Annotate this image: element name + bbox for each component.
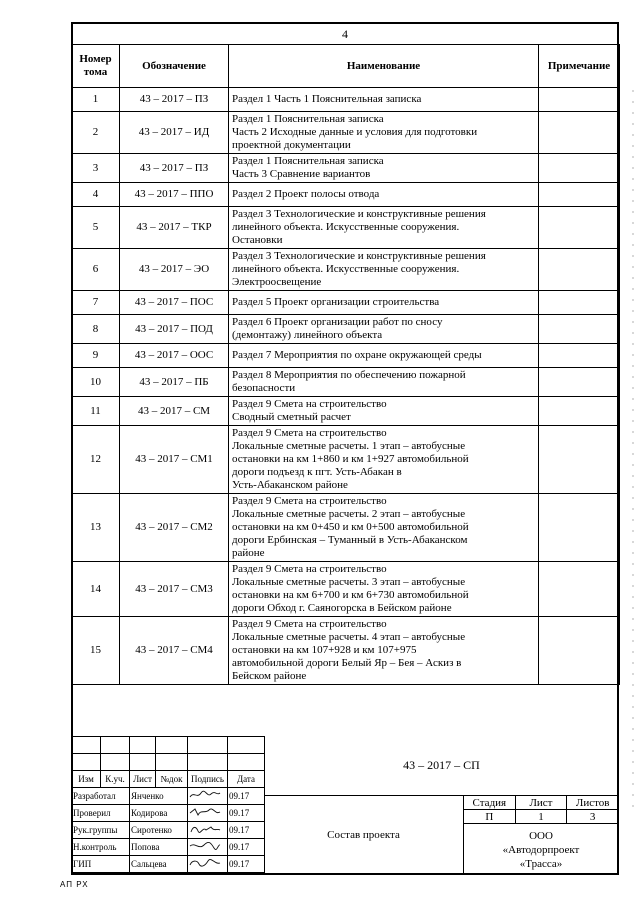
volume-name-line: Раздел 1 Часть 1 Пояснительная записка: [232, 93, 422, 105]
change-cell: [130, 754, 156, 771]
volume-name-line: безопасности: [232, 382, 296, 394]
volume-name-line: Часть 2 Исходные данные и условия для подготовки: [232, 126, 478, 138]
volume-note: [539, 154, 620, 183]
org-line: ООО: [529, 830, 553, 842]
volume-name: [229, 112, 539, 154]
designation-code: 43 – 2017 – ППО: [120, 183, 229, 207]
volume-name-line: Остановки: [232, 234, 283, 246]
handwritten-signature: [189, 824, 221, 833]
handwritten-signature: [189, 841, 221, 850]
volume-name-line: линейного объекта. Искусственные сооружения.: [232, 221, 460, 233]
designation-code: 43 – 2017 – СМ1: [120, 426, 229, 494]
volume-name: [229, 154, 539, 183]
volume-name-line: районе: [232, 547, 265, 559]
stage-table: [463, 795, 619, 824]
volume-name-line: линейного объекта. Искусственные сооружения.: [232, 263, 460, 275]
signer-role: Рук.группы: [72, 822, 130, 839]
table-row: [72, 426, 620, 494]
designation-code: 43 – 2017 – СМ4: [120, 617, 229, 685]
volume-note: [539, 562, 620, 617]
page-number: 4: [342, 27, 348, 41]
designation-code: 43 – 2017 – ООС: [120, 344, 229, 368]
signer-signature: [188, 805, 228, 822]
signer-name: Попова: [130, 839, 188, 856]
signature-table: [71, 736, 265, 873]
volume-name: [229, 249, 539, 291]
change-cell: [130, 737, 156, 754]
change-cell: [228, 754, 265, 771]
change-cell: [101, 737, 130, 754]
designation-code: 43 – 2017 – ПЗ: [120, 154, 229, 183]
volume-note: [539, 249, 620, 291]
volume-number: 1: [72, 88, 120, 112]
handwritten-signature: [189, 807, 221, 816]
table-row: [72, 315, 620, 344]
change-cell: [72, 754, 101, 771]
volume-name-line: Раздел 1 Пояснительная записка: [232, 113, 384, 125]
table-row: [72, 88, 620, 112]
signer-name: Кодирова: [130, 805, 188, 822]
designation-code: 43 – 2017 – СМ3: [120, 562, 229, 617]
binding-edge-marks: [628, 90, 638, 810]
volume-name: [229, 315, 539, 344]
volume-name-line: остановки на км 1+860 и км 1+927 автомобильной: [232, 453, 469, 465]
volume-name-line: Бейском районе: [232, 670, 307, 682]
table-row: [72, 494, 620, 562]
signer-row: [72, 788, 265, 805]
designation-code: 43 – 2017 – СМ: [120, 397, 229, 426]
volume-name-line: остановки на км 0+450 и км 0+500 автомобильной: [232, 521, 469, 533]
handwritten-signature: [189, 790, 221, 799]
volume-note: [539, 344, 620, 368]
volume-name-line: дороги Ербинская – Туманный в Усть-Абаканском: [232, 534, 468, 546]
table-row: [72, 112, 620, 154]
signer-name: Сальцева: [130, 856, 188, 873]
change-header-cell: Изм: [72, 771, 101, 788]
signer-name: Сиротенко: [130, 822, 188, 839]
table-row: [72, 617, 620, 685]
designation-code: 43 – 2017 – ПОС: [120, 291, 229, 315]
volume-name: [229, 88, 539, 112]
volume-number: 7: [72, 291, 120, 315]
signer-row: [72, 856, 265, 873]
volume-name-line: Раздел 6 Проект организации работ по сносу: [232, 316, 443, 328]
volume-note: [539, 183, 620, 207]
table-header-row: [72, 45, 620, 88]
designation-code: 43 – 2017 – СМ2: [120, 494, 229, 562]
stage-header: Стадия: [464, 796, 516, 810]
change-row: [72, 737, 265, 754]
volume-note: [539, 207, 620, 249]
volume-name-line: Раздел 3 Технологические и конструктивные решения: [232, 250, 486, 262]
table-row: [72, 397, 620, 426]
volume-name: [229, 344, 539, 368]
volume-note: [539, 291, 620, 315]
change-header-cell: Лист: [130, 771, 156, 788]
signer-role: Н.контроль: [72, 839, 130, 856]
change-cell: [228, 737, 265, 754]
change-cell: [156, 737, 188, 754]
volume-number: 6: [72, 249, 120, 291]
volume-name-line: Усть-Абаканском районе: [232, 479, 348, 491]
volume-note: [539, 426, 620, 494]
volume-number: 9: [72, 344, 120, 368]
designation-code: 43 – 2017 – ПОД: [120, 315, 229, 344]
volume-name: [229, 207, 539, 249]
change-cell: [101, 754, 130, 771]
signer-date: 09.17: [228, 839, 265, 856]
volume-name-line: Сводный сметный расчет: [232, 411, 351, 423]
volume-number: 4: [72, 183, 120, 207]
signer-date: 09.17: [228, 822, 265, 839]
volume-name-line: остановки на км 6+700 и км 6+730 автомобильной: [232, 589, 469, 601]
volume-number: 3: [72, 154, 120, 183]
signer-signature: [188, 788, 228, 805]
signer-date: 09.17: [228, 856, 265, 873]
designation-code: 43 – 2017 – ИД: [120, 112, 229, 154]
volume-name-line: дороги подъезд к пгт. Усть-Абакан в: [232, 466, 402, 478]
table-row: [72, 154, 620, 183]
volume-name-line: Раздел 2 Проект полосы отвода: [232, 188, 380, 200]
volume-name-line: остановки на км 107+928 и км 107+975: [232, 644, 417, 656]
volume-number: 10: [72, 368, 120, 397]
volume-note: [539, 112, 620, 154]
composition-table: [71, 44, 620, 685]
change-cell: [72, 737, 101, 754]
volume-name-line: Электроосвещение: [232, 276, 322, 288]
volume-note: [539, 315, 620, 344]
change-header-cell: К.уч.: [101, 771, 130, 788]
volume-name-line: Раздел 9 Смета на строительство: [232, 398, 387, 410]
volume-name-line: автомобильной дороги Белый Яр – Бея – Аскиз в: [232, 657, 462, 669]
signer-date: 09.17: [228, 788, 265, 805]
page-frame: [71, 22, 619, 875]
signer-row: [72, 822, 265, 839]
volume-number: 5: [72, 207, 120, 249]
volume-number: 15: [72, 617, 120, 685]
volume-name: [229, 397, 539, 426]
table-row: [72, 562, 620, 617]
sheet-value: 1: [515, 810, 567, 824]
volume-number: 14: [72, 562, 120, 617]
volume-name: [229, 617, 539, 685]
document-title: Состав проекта: [264, 795, 464, 875]
designation-code: 43 – 2017 – ЭО: [120, 249, 229, 291]
volume-name-line: Локальные сметные расчеты. 4 этап – автобусные: [232, 631, 466, 643]
volume-name-line: Часть 3 Сравнение вариантов: [232, 168, 371, 180]
change-header-cell: №док: [156, 771, 188, 788]
header-note: Примечание: [539, 45, 620, 88]
org-line: «Трасса»: [519, 858, 563, 870]
org-line: «Автодорпроект: [502, 844, 580, 856]
volume-name-line: Раздел 1 Пояснительная записка: [232, 155, 384, 167]
change-cell: [188, 754, 228, 771]
volume-name-line: Локальные сметные расчеты. 3 этап – автобусные: [232, 576, 466, 588]
designation-code: 43 – 2017 – ПБ: [120, 368, 229, 397]
volume-note: [539, 397, 620, 426]
header-designation: Обозначение: [120, 45, 229, 88]
change-header-cell: Подпись: [188, 771, 228, 788]
volume-note: [539, 617, 620, 685]
volume-name-line: Раздел 7 Мероприятия по охране окружающей среды: [232, 349, 482, 361]
volume-note: [539, 494, 620, 562]
change-cell: [156, 754, 188, 771]
change-row: [72, 754, 265, 771]
volume-name: [229, 426, 539, 494]
stage-value: П: [464, 810, 516, 824]
signer-row: [72, 805, 265, 822]
volume-name-line: Раздел 3 Технологические и конструктивные решения: [232, 208, 486, 220]
signer-row: [72, 839, 265, 856]
handwritten-signature: [189, 858, 221, 867]
designation-code: 43 – 2017 – ПЗ: [120, 88, 229, 112]
volume-name: [229, 494, 539, 562]
volume-number: 8: [72, 315, 120, 344]
sheet-header: Лист: [515, 796, 567, 810]
change-cell: [188, 737, 228, 754]
volume-number: 13: [72, 494, 120, 562]
volume-name-line: Раздел 9 Смета на строительство: [232, 495, 387, 507]
volume-name-line: дороги Обход г. Саяногорска в Бейском районе: [232, 602, 452, 614]
volume-name-line: проектной документации: [232, 139, 351, 151]
volume-number: 2: [72, 112, 120, 154]
table-row: [72, 249, 620, 291]
designation-code: 43 – 2017 – ТКР: [120, 207, 229, 249]
signer-name: Янченко: [130, 788, 188, 805]
volume-name-line: Локальные сметные расчеты. 1 этап – автобусные: [232, 440, 466, 452]
title-block: [71, 736, 619, 875]
change-header-row: [72, 771, 265, 788]
footer-stamp: АП РХ: [60, 880, 89, 889]
volume-number: 11: [72, 397, 120, 426]
header-name: Наименование: [229, 45, 539, 88]
volume-number: 12: [72, 426, 120, 494]
table-row: [72, 183, 620, 207]
volume-name: [229, 368, 539, 397]
table-row: [72, 368, 620, 397]
table-row: [72, 291, 620, 315]
signer-date: 09.17: [228, 805, 265, 822]
document-code: 43 – 2017 – СП: [264, 736, 619, 796]
signer-role: Проверил: [72, 805, 130, 822]
volume-name: [229, 562, 539, 617]
volume-name-line: (демонтажу) линейного объекта: [232, 329, 383, 341]
signer-signature: [188, 839, 228, 856]
volume-name-line: Раздел 5 Проект организации строительства: [232, 296, 440, 308]
volume-name-line: Раздел 9 Смета на строительство: [232, 563, 387, 575]
sheets-header: Листов: [567, 796, 619, 810]
header-volume: Номер тома: [72, 45, 120, 88]
table-row: [72, 207, 620, 249]
organization-name: [463, 823, 619, 875]
signer-signature: [188, 822, 228, 839]
volume-name-line: Раздел 9 Смета на строительство: [232, 618, 387, 630]
signer-role: ГИП: [72, 856, 130, 873]
change-header-cell: Дата: [228, 771, 265, 788]
signer-signature: [188, 856, 228, 873]
volume-name-line: Раздел 8 Мероприятия по обеспечению пожарной: [232, 369, 466, 381]
volume-name: [229, 291, 539, 315]
volume-name-line: Раздел 9 Смета на строительство: [232, 427, 387, 439]
sheets-value: 3: [567, 810, 619, 824]
volume-note: [539, 88, 620, 112]
volume-name: [229, 183, 539, 207]
volume-note: [539, 368, 620, 397]
signer-role: Разработал: [72, 788, 130, 805]
table-row: [72, 344, 620, 368]
volume-name-line: Локальные сметные расчеты. 2 этап – автобусные: [232, 508, 466, 520]
